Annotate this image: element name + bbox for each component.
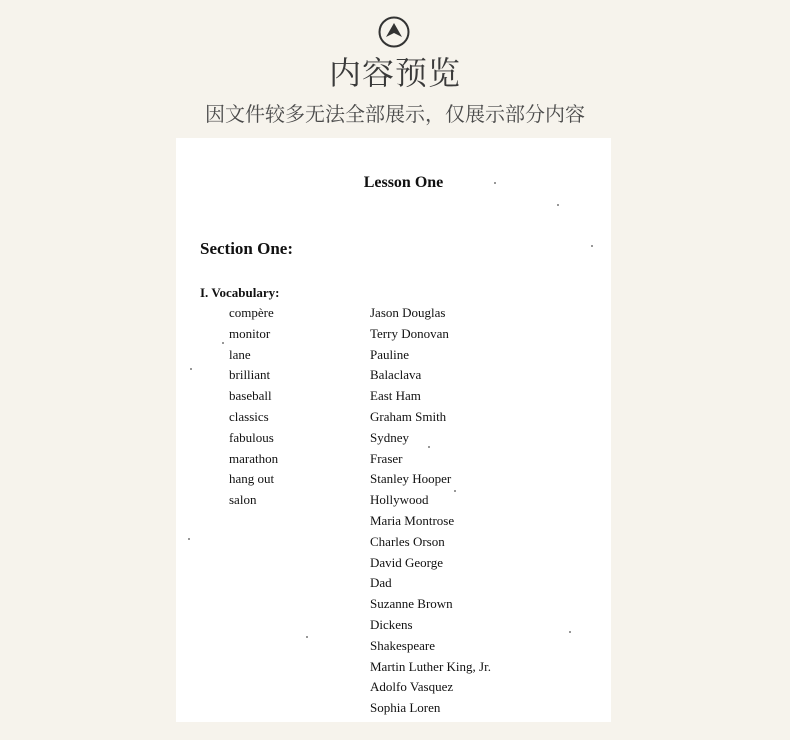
scan-speck	[591, 245, 593, 247]
vocabulary-word: monitor	[229, 325, 271, 341]
document-page	[176, 138, 611, 722]
scan-speck	[557, 204, 559, 206]
proper-name: Hollywood	[370, 492, 429, 508]
proper-name: Sydney	[370, 429, 409, 445]
scan-speck	[222, 342, 224, 344]
scan-speck	[428, 446, 430, 448]
proper-name: Shakespeare	[370, 637, 435, 653]
proper-name: Adolfo Vasquez	[370, 679, 454, 695]
proper-name: David George	[370, 554, 444, 570]
section-title: Section One:	[200, 239, 294, 258]
scan-speck	[569, 631, 571, 633]
scan-speck	[306, 636, 308, 638]
vocabulary-word: hang out	[229, 471, 275, 487]
vocabulary-word: classics	[229, 408, 269, 424]
vocabulary-word: baseball	[229, 388, 272, 404]
proper-name: Pauline	[370, 346, 409, 362]
lesson-title: Lesson One	[363, 174, 444, 191]
scan-speck	[494, 182, 496, 184]
scan-speck	[188, 538, 190, 540]
vocabulary-word: salon	[229, 492, 257, 508]
vocabulary-word: compère	[229, 305, 274, 320]
proper-name: Terry Donovan	[370, 325, 449, 341]
proper-name: Dad	[370, 575, 392, 591]
proper-name: Sophia Loren	[370, 700, 441, 716]
proper-name: Maria Montrose	[370, 512, 455, 528]
vocabulary-word: lane	[229, 346, 251, 362]
proper-name: Jason Douglas	[370, 305, 446, 320]
proper-name: Suzanne Brown	[370, 596, 453, 612]
vocabulary-words-list	[229, 303, 278, 511]
scan-speck	[190, 368, 192, 370]
proper-name: Dickens	[370, 616, 413, 632]
proper-name: Balaclava	[370, 367, 422, 383]
page-title: 内容预览	[328, 54, 461, 92]
proper-name: Charles Orson	[370, 533, 445, 549]
page-subtitle: 因文件较多无法全部展示，仅展示部分内容	[205, 102, 585, 126]
proper-name: East Ham	[370, 388, 421, 404]
proper-name: Martin Luther King, Jr.	[370, 658, 491, 674]
proper-name: Graham Smith	[370, 408, 447, 424]
chevron-up-circle-icon	[378, 16, 410, 48]
proper-name: Fraser	[370, 450, 403, 466]
vocabulary-word: marathon	[229, 450, 279, 466]
proper-names-list	[370, 303, 491, 719]
vocabulary-heading: I. Vocabulary:	[200, 285, 280, 300]
vocabulary-word: fabulous	[229, 429, 274, 445]
proper-name: Stanley Hooper	[370, 471, 452, 487]
scan-speck	[454, 490, 456, 492]
vocabulary-word: brilliant	[229, 367, 271, 383]
